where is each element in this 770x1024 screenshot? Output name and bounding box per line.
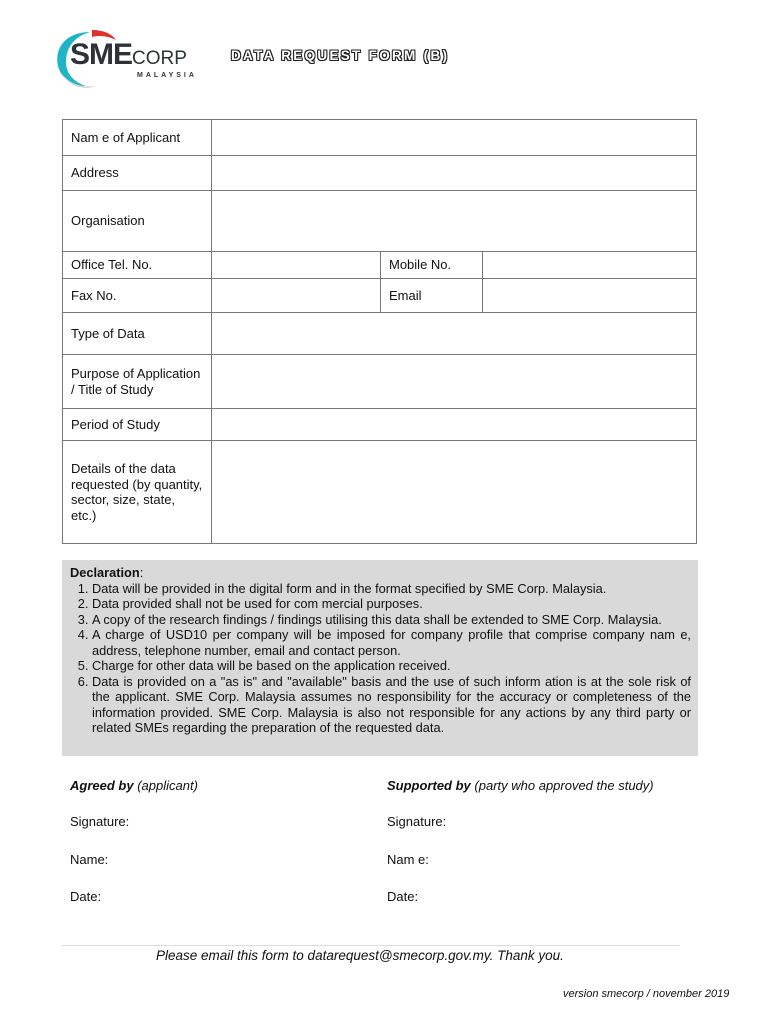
applicant-name-label: Nam e of Applicant [63,120,212,156]
declaration-list [70,581,691,736]
application-form-table [62,119,697,544]
declaration-item: 4. A charge of USD10 per company will be imposed for company profile that comprise company nam e, address, telephone number, email and contact person. [92,627,691,658]
declaration-item: 6. Data is provided on a "as is" and "available" basis and the use of such inform ation is at the sole risk of the applicant. SME Corp. Malaysia assumes no responsibility for the accuracy or completeness of the information provided. SME Corp. Malaysia is also not responsible for any actions by any third party or related SMEs regarding the preparation of the requested data. [92,674,691,736]
details-field[interactable] [212,441,697,544]
mobile-label: Mobile No. [381,252,483,279]
office-tel-label: Office Tel. No. [63,252,212,279]
declaration-item: 3. A copy of the research findings / findings utilising this data shall be extended to SME Corp. Malaysia. [92,612,691,628]
approver-name-label: Nam e: [387,852,429,867]
approver-date-label: Date: [387,889,419,904]
logo-subtitle: MALAYSIA [137,72,197,79]
declaration-item: 1. Data will be provided in the digital form and in the format specified by SME Corp. Malaysia. [92,581,691,597]
period-field[interactable] [212,409,697,441]
applicant-name-sig-label: Name: [70,852,109,867]
smecorp-logo [52,28,202,90]
agreed-by-heading: Agreed by (applicant) [70,778,198,793]
declaration-item: 5. Charge for other data will be based on the application received. [92,658,691,674]
email-label: Email [381,279,483,313]
organisation-label: Organisation [63,191,212,252]
type-of-data-field[interactable] [212,313,697,355]
address-label: Address [63,156,212,191]
type-of-data-label: Type of Data [63,313,212,355]
footer-divider [62,945,680,946]
declaration-box [62,560,698,756]
fax-field[interactable] [212,279,381,313]
mobile-field[interactable] [483,252,697,279]
version-label: version smecorp / november 2019 [563,988,730,1000]
fax-label: Fax No. [63,279,212,313]
purpose-field[interactable] [212,355,697,409]
declaration-item: 2. Data provided shall not be used for com mercial purposes. [92,596,691,612]
footer-email-note: Please email this form to datarequest@smecorp.gov.my. Thank you. [156,948,564,963]
email-field[interactable] [483,279,697,313]
details-label: Details of the data requested (by quantity, sector, size, state, etc.) [63,441,212,544]
supported-by-heading: Supported by (party who approved the study) [387,778,654,793]
form-title: DATA REQUEST FORM (B) [231,48,450,63]
organisation-field[interactable] [212,191,697,252]
applicant-date-label: Date: [70,889,102,904]
office-tel-field[interactable] [212,252,381,279]
logo-wordmark: SMECORP [70,38,187,71]
approver-signature-label: Signature: [387,814,447,829]
declaration-heading: Declaration: [70,565,144,580]
applicant-signature-label: Signature: [70,814,130,829]
applicant-name-field[interactable] [212,120,697,156]
purpose-label: Purpose of Application / Title of Study [63,355,212,409]
address-field[interactable] [212,156,697,191]
period-label: Period of Study [63,409,212,441]
